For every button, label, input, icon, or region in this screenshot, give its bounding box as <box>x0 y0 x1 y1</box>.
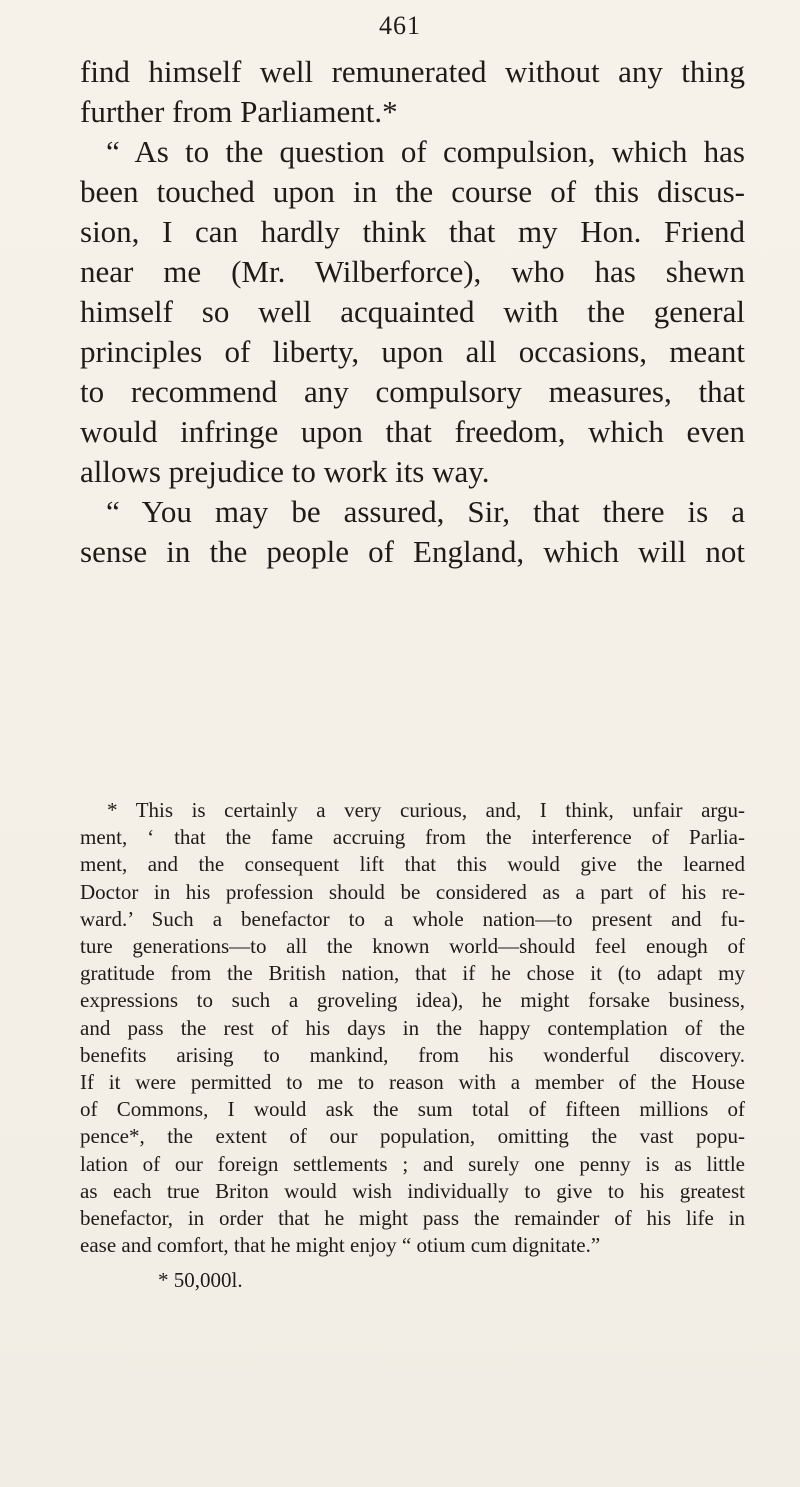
footnote-line: * This is certainly a very curious, and, I think, unfair argu- <box>107 798 745 822</box>
footnote-line: benefactor, in order that he might pass the remainder of his life in <box>80 1206 745 1231</box>
body-line: “ As to the question of compulsion, which has <box>106 134 745 169</box>
body-line: would infringe upon that freedom, which even <box>80 414 745 449</box>
body-line: himself so well acquainted with the general <box>80 294 745 329</box>
page-number: 461 <box>379 11 421 40</box>
footnote-line: ward.’ Such a benefactor to a whole nation—to present and fu- <box>80 906 745 931</box>
body-line: find himself well remunerated without any thing <box>80 54 745 89</box>
footnote-line: as each true Briton would wish individually to give to his greatest <box>80 1178 745 1203</box>
main-text <box>80 52 745 572</box>
footnote-line: of Commons, I would ask the sum total of fifteen millions of <box>80 1097 745 1122</box>
footnote-line: expressions to such a groveling idea), he might forsake business, <box>80 988 745 1013</box>
footnote-line: ease and comfort, that he might enjoy “ otium cum dignitate.” <box>80 1233 601 1258</box>
body-line: near me (Mr. Wilberforce), who has shewn <box>80 254 745 289</box>
body-line: been touched upon in the course of this discus- <box>80 174 745 209</box>
body-line: principles of liberty, upon all occasions, meant <box>80 334 745 369</box>
footnote-line: If it were permitted to me to reason with a member of the House <box>80 1070 745 1095</box>
body-line: “ You may be assured, Sir, that there is a <box>106 494 745 529</box>
footnote-line: Doctor in his profession should be considered as a part of his re- <box>80 879 745 904</box>
footnote-line: pence*, the extent of our population, omitting the vast popu- <box>80 1124 745 1149</box>
body-line: to recommend any compulsory measures, that <box>80 374 745 409</box>
footnote-line: gratitude from the British nation, that if he chose it (to adapt my <box>80 961 745 986</box>
body-line: allows prejudice to work its way. <box>80 454 490 489</box>
body-line: sense in the people of England, which will not <box>80 534 745 569</box>
body-line: further from Parliament.* <box>80 94 398 129</box>
footnote-line: benefits arising to mankind, from his wonderful discovery. <box>80 1042 745 1067</box>
footnote-line: * 50,000l. <box>158 1268 243 1293</box>
body-line: sion, I can hardly think that my Hon. Friend <box>80 214 745 249</box>
footnote-line: and pass the rest of his days in the happy contemplation of the <box>80 1015 745 1040</box>
footnote-line: lation of our foreign settlements ; and surely one penny is as little <box>80 1151 745 1176</box>
footnote-line: ment, ‘ that the fame accruing from the interference of Parlia- <box>80 825 745 850</box>
footnote-line: ment, and the consequent lift that this would give the learned <box>80 852 745 877</box>
footnote-line: ture generations—to all the known world—should feel enough of <box>80 934 745 959</box>
footnotes <box>80 797 745 1295</box>
